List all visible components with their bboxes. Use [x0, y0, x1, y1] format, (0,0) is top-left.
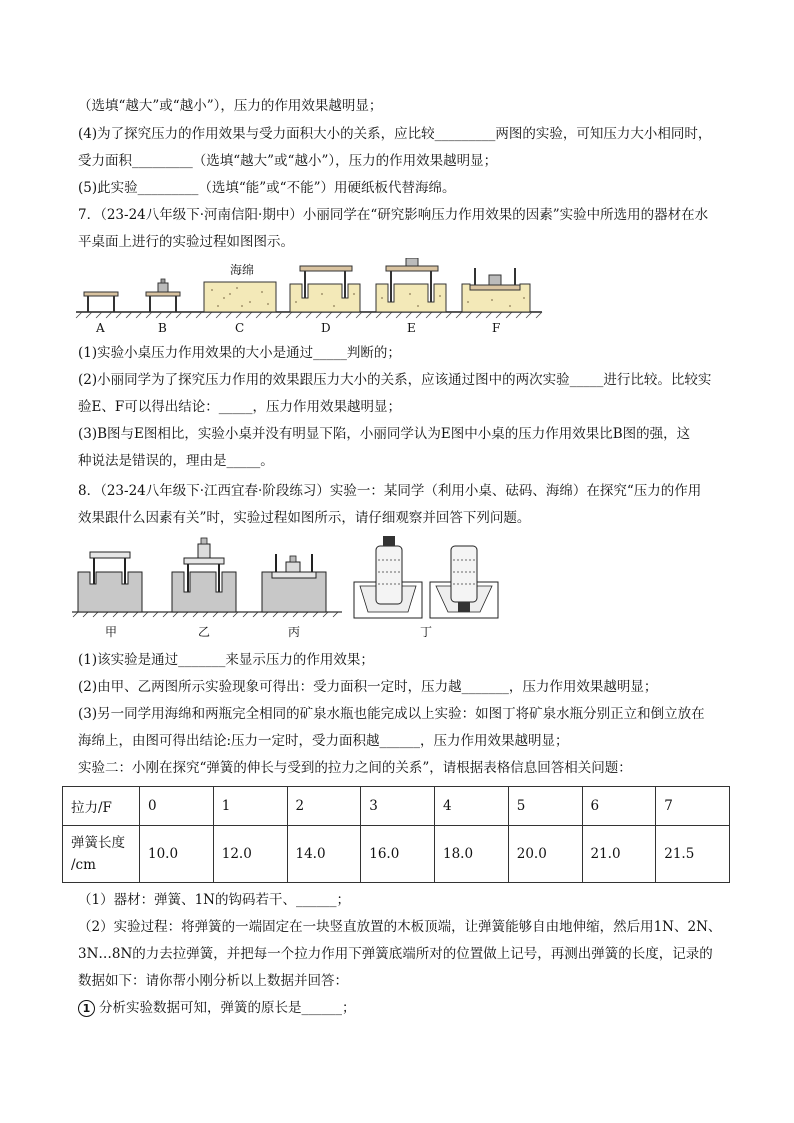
table-cell: 2 — [287, 787, 361, 826]
table-cell: 6 — [582, 787, 656, 826]
table-cell: 4 — [435, 787, 509, 826]
fig7-label-f: F — [492, 321, 501, 335]
table-cell: 21.0 — [582, 826, 656, 883]
question-4-text-cont: 受力面积_________（选填“越大”或“越小”），压力的作用效果越明显； — [78, 153, 498, 169]
table-row — [63, 826, 730, 883]
fig7-label-a: A — [96, 321, 105, 335]
exp2-item-2-cont2: 数据如下：请你帮小刚分析以上数据并回答： — [78, 973, 348, 989]
question-8-1: (1)该实验是通过_______来显示压力的作用效果； — [78, 652, 374, 668]
sponge-label: 海绵 — [230, 263, 255, 277]
fig7-label-e: E — [407, 321, 416, 335]
table-cell: 0 — [140, 787, 214, 826]
question-8-title-cont: 效果跟什么因素有关”时，实验过程如图所示，请仔细观察并回答下列问题。 — [78, 510, 531, 526]
fig8-label-bing: 丙 — [288, 625, 301, 639]
fig7-label-c: C — [235, 321, 245, 335]
exp2-sub-1-text: 分析实验数据可知，弹簧的原长是______； — [99, 1000, 356, 1016]
table-cell: 5 — [508, 787, 582, 826]
fig7-label-b: B — [158, 321, 167, 335]
exp2-item-1: （1）器材：弹簧、1N的钩码若干、______； — [78, 892, 350, 908]
experiment-2-title: 实验二：小刚在探究“弹簧的伸长与受到的拉力之间的关系”，请根据表格信息回答相关问题： — [78, 760, 632, 776]
fig8-label-yi: 乙 — [198, 625, 211, 639]
question-8-2: (2)由甲、乙两图所示实验现象可得出：受力面积一定时，压力越_______，压力作用效果越明显； — [78, 679, 658, 695]
figure-8-pressure-experiment — [72, 532, 512, 642]
question-7-3: (3)B图与E图相比，实验小桌并没有明显下陷，小丽同学认为E图中小桌的压力作用效果比B图的强，这 — [78, 426, 691, 442]
question-5-text: (5)此实验_________（选填“能”或“不能”）用硬纸板代替海绵。 — [78, 180, 456, 196]
table-cell: 20.0 — [508, 826, 582, 883]
table-cell: 7 — [656, 787, 730, 826]
fig8-label-ding: 丁 — [420, 625, 433, 639]
question-7-title-cont: 平桌面上进行的实验过程如图图示。 — [78, 234, 294, 250]
exp2-sub-1 — [78, 998, 356, 1018]
table-header-length-label: 弹簧长度 — [71, 835, 125, 851]
table-header-force: 拉力/F — [63, 787, 140, 826]
table-cell: 18.0 — [435, 826, 509, 883]
text-line: （选填“越大”或“越小”），压力的作用效果越明显； — [78, 98, 383, 114]
table-cell: 10.0 — [140, 826, 214, 883]
fig7-label-d: D — [321, 321, 331, 335]
table-header-length — [63, 826, 140, 883]
table-header-length-unit: /cm — [71, 857, 96, 873]
question-8-3: (3)另一同学用海绵和两瓶完全相同的矿泉水瓶也能完成以上实验：如图丁将矿泉水瓶分别正立和倒立放在 — [78, 706, 705, 722]
question-7-2-cont: 验E、F可以得出结论：_____，压力作用效果越明显； — [78, 399, 401, 415]
question-8-3-cont: 海绵上，由图可得出结论:压力一定时，受力面积越______，压力作用效果越明显； — [78, 733, 569, 749]
table-cell: 21.5 — [656, 826, 730, 883]
table-cell: 12.0 — [213, 826, 287, 883]
question-7-1: (1)实验小桌压力作用效果的大小是通过_____判断的； — [78, 345, 401, 361]
table-cell: 14.0 — [287, 826, 361, 883]
question-8-title: 8．（23-24八年级下·江西宜春·阶段练习）实验一：某同学（利用小桌、砝码、海绵）在探究“压力的作用 — [78, 483, 702, 499]
table-cell: 1 — [213, 787, 287, 826]
table-cell: 3 — [361, 787, 435, 826]
circled-number: 1 — [78, 1000, 95, 1017]
fig8-label-jia: 甲 — [105, 625, 118, 639]
question-7-2: (2)小丽同学为了探究压力作用的效果跟压力大小的关系，应该通过图中的两次实验_____进行比较。比较实 — [78, 372, 712, 388]
exp2-item-2: （2）实验过程：将弹簧的一端固定在一块竖直放置的木板顶端，让弹簧能够自由地伸缩，然后用1N、2N、 — [78, 919, 722, 935]
table-row — [63, 787, 730, 826]
figure-7-table-sponge-experiment — [72, 258, 552, 338]
exp2-item-2-cont: 3N…8N的力去拉弹簧，并把每一个拉力作用下弹簧底端所对的位置做上记号，再测出弹簧的长度，记录的 — [78, 946, 713, 962]
question-4-text: (4)为了探究压力的作用效果与受力面积大小的关系，应比较_________两图的实验，可知压力大小相同时， — [78, 126, 712, 142]
spring-data-table — [62, 786, 730, 883]
question-7-title: 7．（23-24八年级下·河南信阳·期中）小丽同学在“研究影响压力作用效果的因素”实验中所选用的器材在水 — [78, 207, 709, 223]
table-cell: 16.0 — [361, 826, 435, 883]
question-7-3-cont: 种说法是错误的，理由是_____。 — [78, 453, 274, 469]
